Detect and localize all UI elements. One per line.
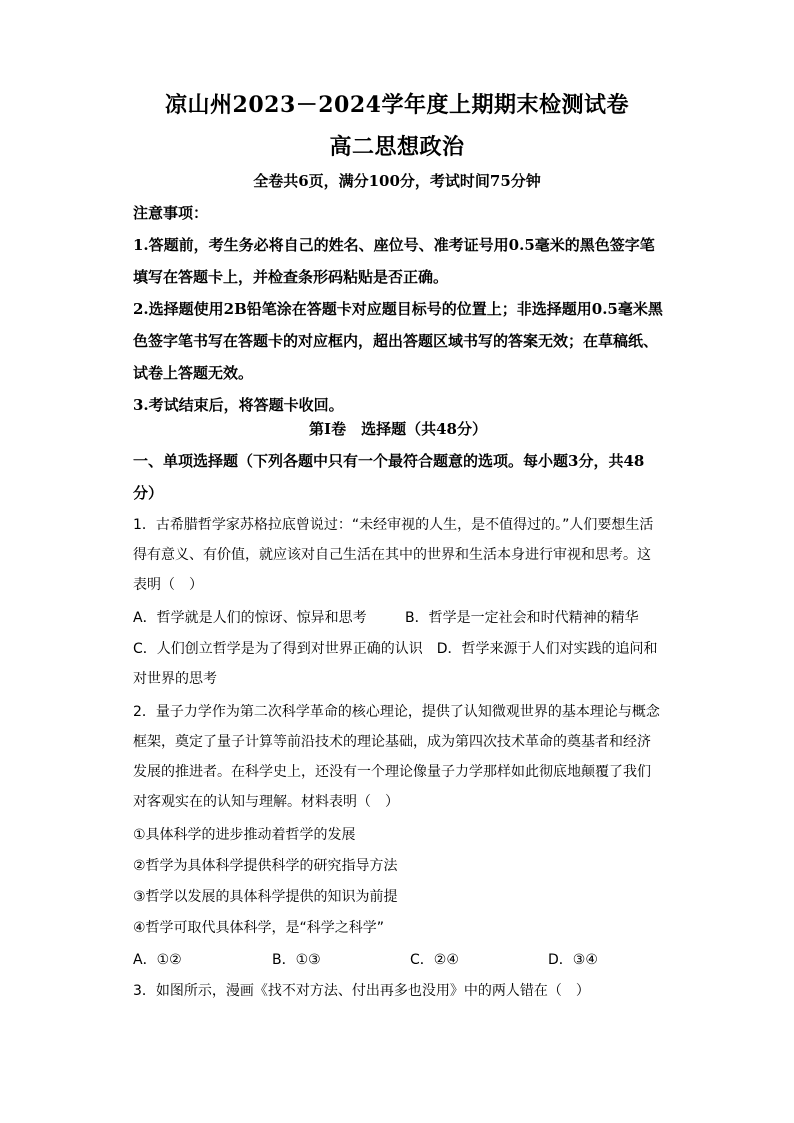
question-2-statement-1: ①具体科学的进步推动着哲学的发展	[133, 827, 356, 843]
question-2-statement-4: ④哲学可取代具体科学，是“科学之科学”	[133, 920, 385, 936]
question-2-option-c: C．②④	[410, 952, 459, 968]
question-2-option-d: D．③④	[548, 952, 598, 968]
part1-heading: 第Ⅰ卷 选择题（共48分）	[309, 420, 487, 438]
question-2-statement-2: ②哲学为具体科学提供科学的研究指导方法	[133, 858, 398, 874]
question-2-stem: 2．量子力学作为第二次科学革命的核心理论，提供了认知微观世界的基本理论与概念框架，奠定了量子计算等前沿技术的理论基础，成为第四次技术革命的奠基者和经济发展的推进者。在科学史上，还没有一个理论像量子力学那样如此彻底地颠覆了我们对客观实在的认知与理解。材料表明（ ）	[133, 704, 660, 810]
question-3-stem: 3．如图所示，漫画《找不对方法、付出再多也没用》中的两人错在（ ）	[133, 983, 590, 999]
question-1-option-a: A．哲学就是人们的惊讶、惊异和思考	[133, 610, 367, 626]
note-item-1: 1.答题前，考生务必将自己的姓名、座位号、准考证号用0.5毫米的黑色签字笔填写在答题卡上，并检查条形码粘贴是否正确。	[133, 236, 655, 286]
question-1-option-b: B．哲学是一定社会和时代精神的精华	[405, 610, 639, 626]
question-2-option-b: B．①③	[272, 952, 321, 968]
notes-heading: 注意事项：	[133, 204, 209, 222]
exam-title: 凉山州2023－2024学年度上期期末检测试卷	[165, 92, 629, 118]
exam-subject: 高二思想政治	[329, 134, 465, 160]
question-1-options-cd	[133, 634, 663, 694]
exam-info: 全卷共6页，满分100分，考试时间75分钟	[253, 172, 541, 190]
question-1-option-d: D．哲学来源于人们对实践的追问和对世界的思考	[133, 641, 658, 687]
question-2-option-a: A．①②	[133, 952, 182, 968]
question-1-stem: 1．古希腊哲学家苏格拉底曾说过：“未经审视的人生，是不值得过的。”人们要想生活得有意义、有价值，就应该对自己生活在其中的世界和生活本身进行审视和思考。这表明（ ）	[133, 517, 654, 593]
note-item-3: 3.考试结束后，将答题卡收回。	[133, 396, 344, 414]
section-heading: 一、单项选择题（下列各题中只有一个最符合题意的选项。每小题3分，共48分）	[133, 452, 645, 502]
note-item-2: 2.选择题使用2B铅笔涂在答题卡对应题目标号的位置上；非选择题用0.5毫米黑色签字笔书写在答题卡的对应框内，超出答题区域书写的答案无效；在草稿纸、试卷上答题无效。	[133, 300, 663, 382]
question-1-option-c: C．人们创立哲学是为了得到对世界正确的认识	[133, 641, 423, 657]
question-2-statement-3: ③哲学以发展的具体科学提供的知识为前提	[133, 889, 398, 905]
